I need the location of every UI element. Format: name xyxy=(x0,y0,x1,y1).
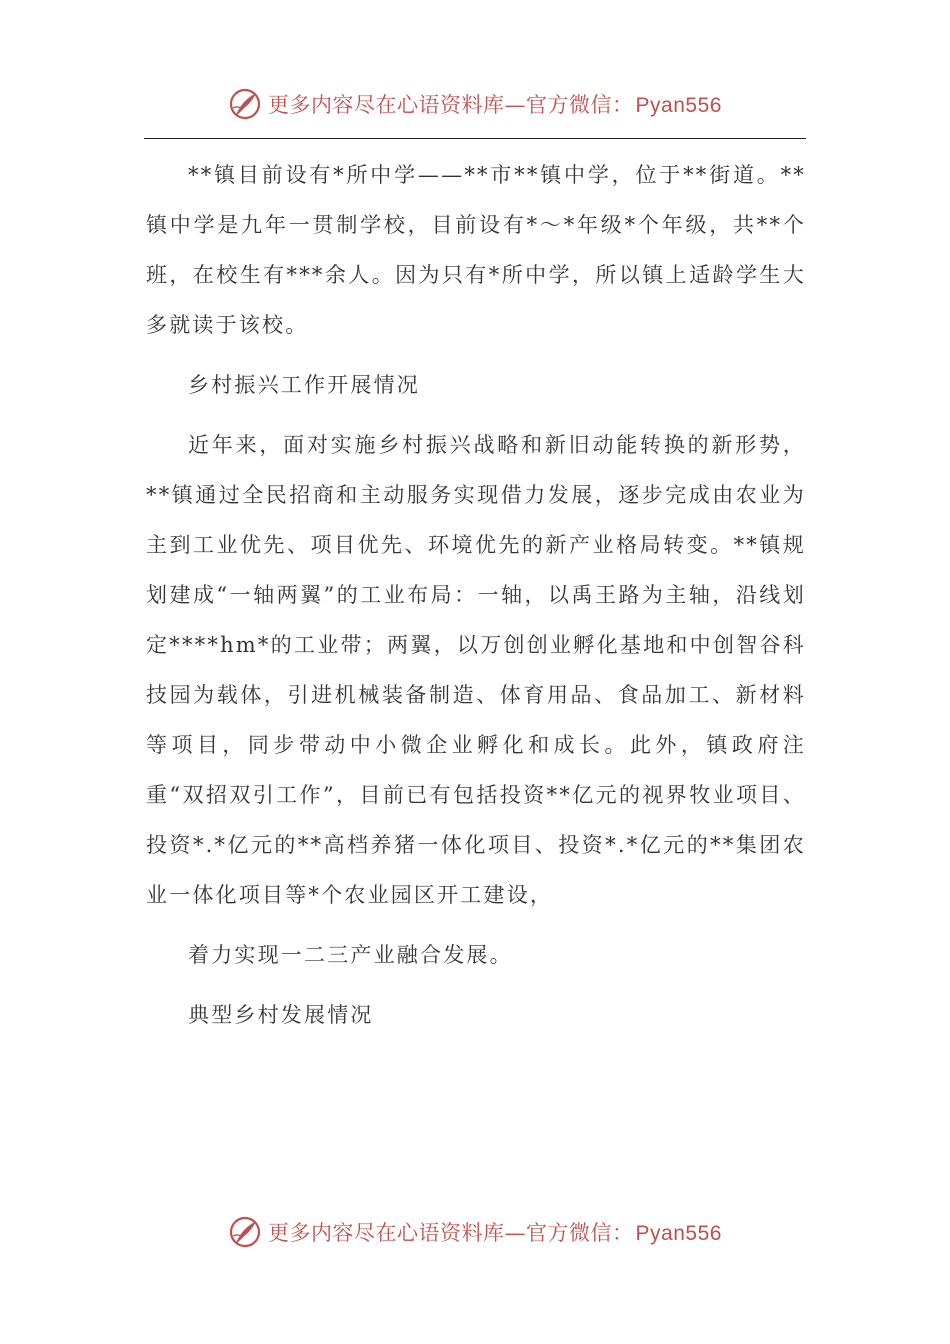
footer-banner-text xyxy=(268,1217,722,1247)
header-banner xyxy=(0,84,950,124)
paragraph-revitalization: 近年来，面对实施乡村振兴战略和新旧动能转换的新形势，**镇通过全民招商和主动服务实现借力发展，逐步完成由农业为主到工业优先、项目优先、环境优先的新产业格局转变。**镇规划建成“一轴两翼”的工业布局：一轴，以禹王路为主轴，沿线划定****hm*的工业带；两翼，以万创创业孵化基地和中创智谷科技园为载体，引进机械装备制造、体育用品、食品加工、新材料等项目，同步带动中小微企业孵化和成长。此外，镇政府注重“双招双引工作”，目前已有包括投资**亿元的视界牧业项目、投资*.*亿元的**高档养猪一体化项目、投资*.*亿元的**集团农业一体化项目等*个农业园区开工建设， xyxy=(146,433,806,907)
header-wechat-id: Pyan556 xyxy=(635,94,722,117)
paragraph-integration: 着力实现一二三产业融合发展。 xyxy=(188,943,513,967)
paragraph-school: **镇目前设有*所中学——**市**镇中学，位于**街道。**镇中学是九年一贯制学校，目前设有*～*年级*个年级，共**个班，在校生有***余人。因为只有*所中学，所以镇上适龄学生大多就读于该校。 xyxy=(146,163,806,337)
quill-logo-icon xyxy=(228,1215,262,1249)
section-heading-rural-revitalization: 乡村振兴工作开展情况 xyxy=(188,373,420,397)
footer-text: 更多内容尽在心语资料库—官方微信： xyxy=(268,1221,634,1245)
quill-logo-icon xyxy=(228,87,262,121)
header-rule xyxy=(144,138,806,139)
document-body xyxy=(146,150,806,1040)
footer-banner xyxy=(0,1212,950,1252)
header-text: 更多内容尽在心语资料库—官方微信： xyxy=(268,93,634,117)
header-banner-text xyxy=(268,89,722,119)
footer-wechat-id: Pyan556 xyxy=(635,1222,722,1245)
section-heading-typical-villages: 典型乡村发展情况 xyxy=(188,1003,374,1027)
